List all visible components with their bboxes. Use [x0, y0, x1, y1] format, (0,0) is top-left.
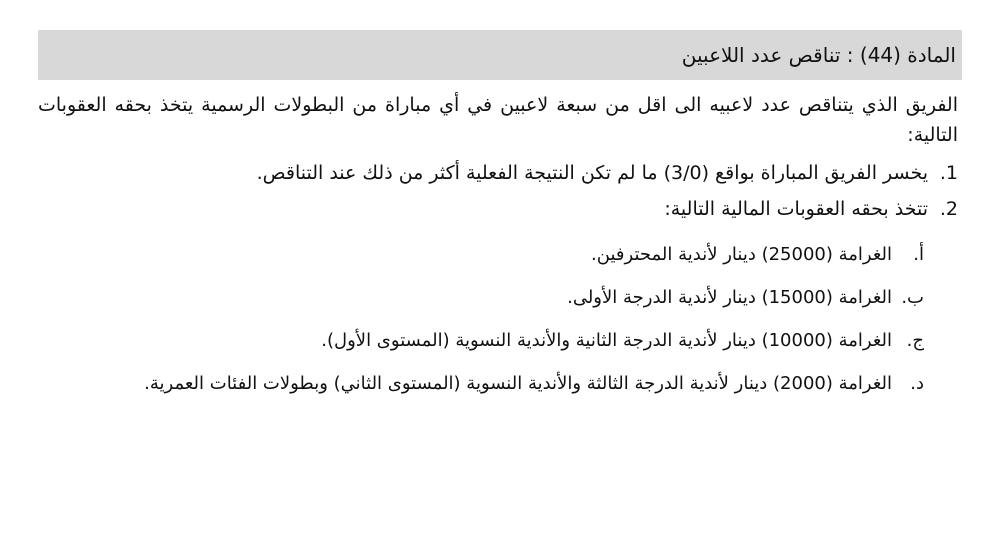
sub-list-item-letter: ب. [901, 287, 924, 308]
list-item-number: 2. [939, 198, 958, 220]
sub-list-item-text: الغرامة (2000) دينار لأندية الدرجة الثالثة والأندية النسوية (المستوى الثاني) وبطولات الفئات العمرية. [144, 373, 892, 394]
sub-list-item-letter: ج. [906, 330, 924, 351]
list-item-text: تتخذ بحقه العقوبات المالية التالية: [664, 198, 928, 220]
sub-list-item [38, 330, 962, 351]
list-item [38, 162, 962, 184]
sub-list-item-text: الغرامة (25000) دينار لأندية المحترفين. [591, 244, 892, 265]
sub-list-item [38, 287, 962, 308]
document-page [38, 30, 962, 394]
sub-list-item-letter: أ. [913, 244, 924, 265]
article-header-band [38, 30, 962, 80]
list-item-text: يخسر الفريق المباراة بواقع (3/0) ما لم تكن النتيجة الفعلية أكثر من ذلك عند التناقص. [256, 162, 928, 184]
list-item-number: 1. [939, 162, 958, 184]
sub-list-item-letter: د. [910, 373, 924, 394]
sub-list-item [38, 373, 962, 394]
sub-list-item [38, 244, 962, 265]
article-title: المادة (44) : تناقص عدد اللاعبين [681, 43, 956, 67]
sub-list-item-text: الغرامة (10000) دينار لأندية الدرجة الثانية والأندية النسوية (المستوى الأول). [321, 330, 892, 351]
sub-list-item-text: الغرامة (15000) دينار لأندية الدرجة الأولى. [567, 287, 892, 308]
intro-paragraph: الفريق الذي يتناقص عدد لاعبيه الى اقل من سبعة لاعبين في أي مباراة من البطولات الرسمية يتخذ بحقه العقوبات التالية: [38, 94, 958, 146]
list-item [38, 198, 962, 220]
